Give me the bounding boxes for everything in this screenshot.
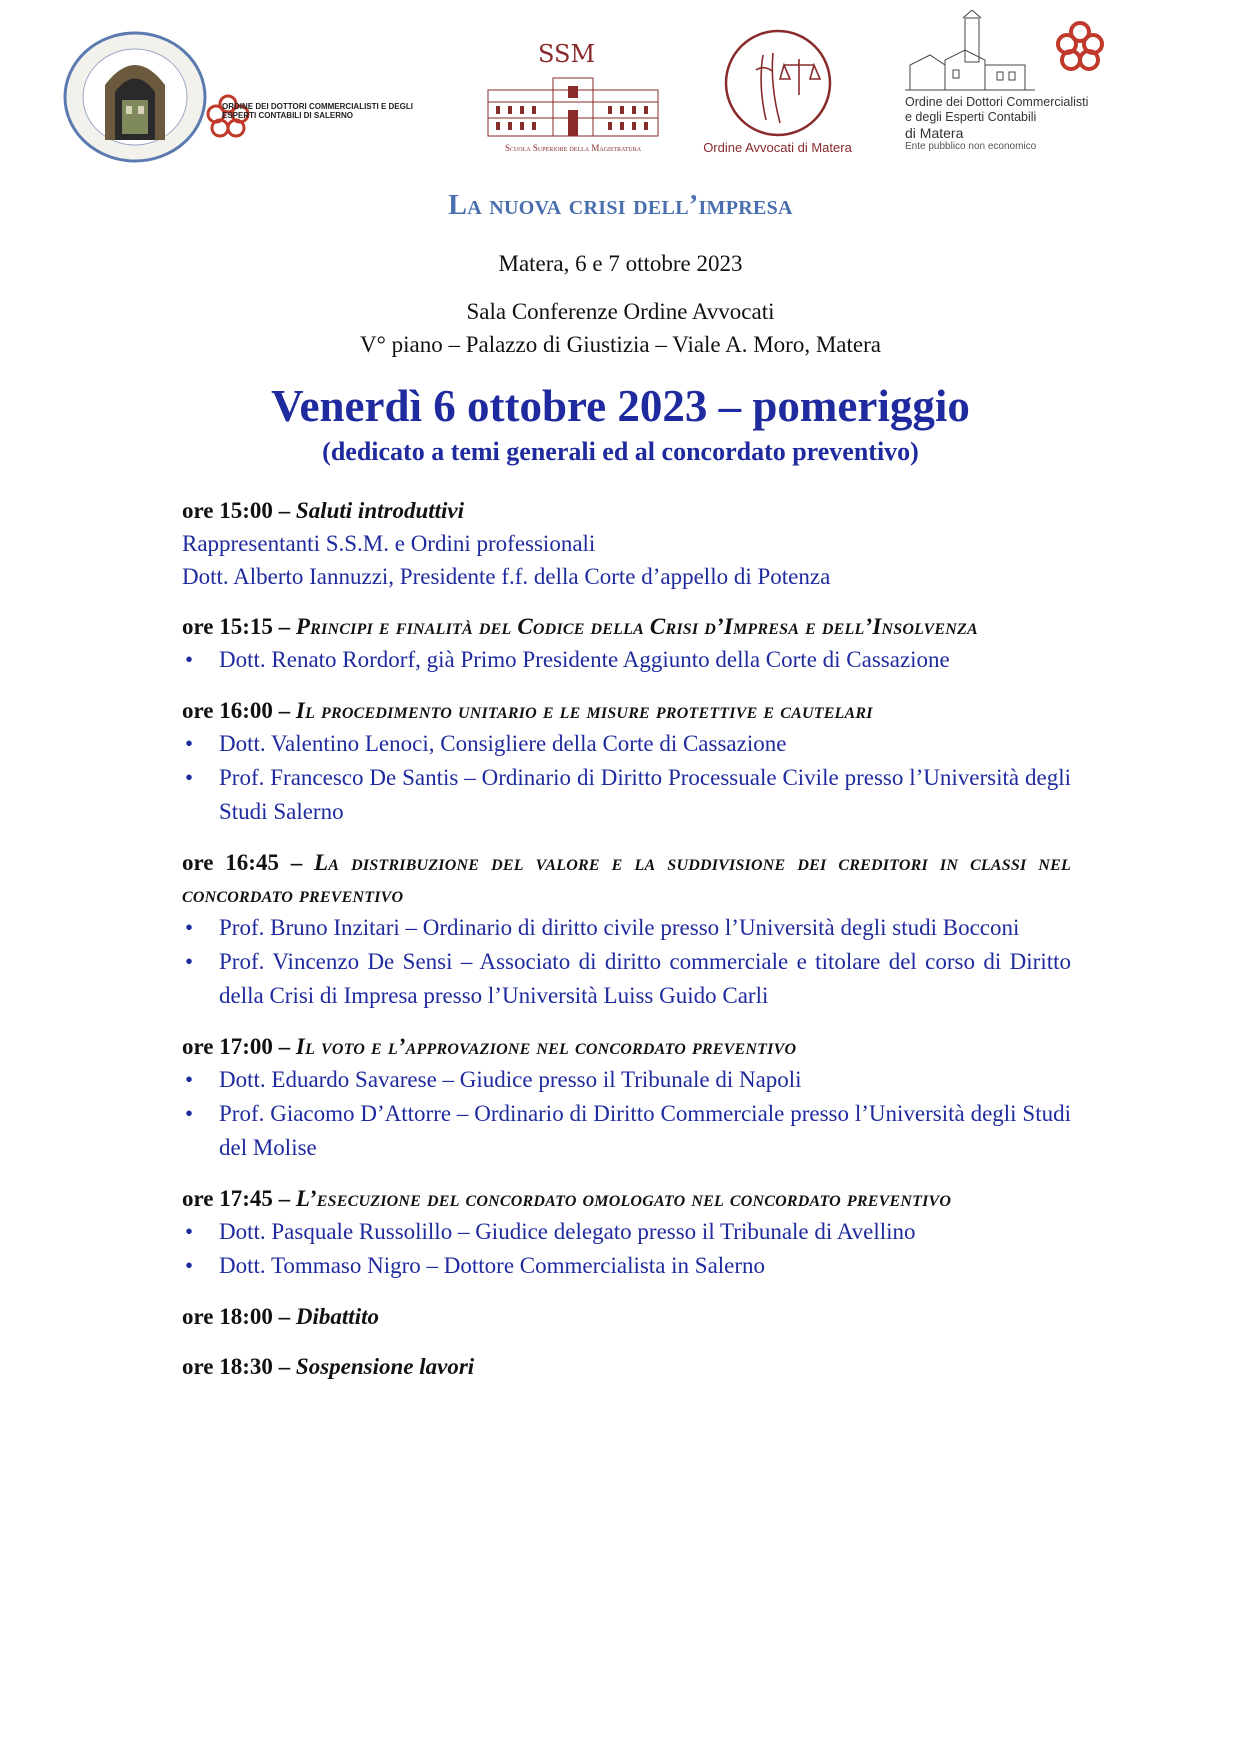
bullet-icon: • bbox=[185, 731, 194, 756]
odcec-matera-line4: Ente pubblico non economico bbox=[905, 141, 1037, 152]
session-topic: Saluti introduttivi bbox=[295, 498, 465, 523]
session-topic: L’esecuzione del concordato omologato nel concordato preventivo bbox=[295, 1186, 952, 1211]
session-time: ore 18:30 bbox=[182, 1354, 273, 1379]
speaker-item bbox=[182, 1097, 1071, 1165]
odcec-matera-town-logo bbox=[905, 10, 1115, 95]
session-topic: Il voto e l’approvazione nel concordato preventivo bbox=[295, 1034, 797, 1059]
session-topic: La distribuzione del valore e la suddivisione dei creditori in classi nel concordato preventivo bbox=[182, 850, 1071, 907]
odcec-matera-line1: Ordine dei Dottori Commercialisti bbox=[905, 95, 1089, 109]
speaker-item bbox=[182, 761, 1071, 829]
bullet-icon: • bbox=[185, 1253, 194, 1278]
session-heading bbox=[182, 1301, 1071, 1333]
time-separator: – bbox=[272, 1034, 296, 1059]
bullet-icon: • bbox=[185, 765, 194, 790]
session-1800 bbox=[182, 1301, 1071, 1333]
time-separator: – bbox=[272, 1304, 296, 1329]
session-topic: Dibattito bbox=[295, 1304, 379, 1329]
session-time: ore 16:45 bbox=[182, 850, 279, 875]
session-1745 bbox=[182, 1183, 1071, 1283]
speaker-list bbox=[182, 643, 1071, 677]
session-heading bbox=[182, 611, 1071, 643]
session-speaker-line: Dott. Alberto Iannuzzi, Presidente f.f. della Corte d’appello di Potenza bbox=[182, 564, 831, 589]
time-separator: – bbox=[272, 1354, 296, 1379]
session-time: ore 16:00 bbox=[182, 698, 273, 723]
speaker-text: Prof. Vincenzo De Sensi – Associato di diritto commerciale e titolare del corso di Diritto della Crisi di Impresa presso l’Università Luiss Guido Carli bbox=[219, 949, 1071, 1008]
speaker-list bbox=[182, 1215, 1071, 1283]
session-1830 bbox=[182, 1351, 1071, 1383]
venue-line-2: V° piano – Palazzo di Giustizia – Viale A. Moro, Matera bbox=[360, 332, 881, 357]
bullet-icon: • bbox=[185, 949, 194, 974]
speaker-item bbox=[182, 911, 1071, 945]
session-topic: Il procedimento unitario e le misure protettive e cautelari bbox=[295, 698, 873, 723]
session-time: ore 18:00 bbox=[182, 1304, 273, 1329]
speaker-text: Dott. Valentino Lenoci, Consigliere della Corte di Cassazione bbox=[219, 731, 787, 756]
event-title: La nuova crisi dell’impresa bbox=[448, 190, 793, 221]
speaker-list bbox=[182, 727, 1071, 829]
session-1600 bbox=[182, 695, 1071, 829]
speaker-text: Dott. Eduardo Savarese – Giudice presso il Tribunale di Napoli bbox=[219, 1067, 802, 1092]
speaker-item bbox=[182, 1063, 1071, 1097]
session-heading bbox=[182, 1351, 1071, 1383]
time-separator: – bbox=[272, 698, 296, 723]
logo-bar bbox=[0, 0, 1241, 170]
session-topic: Principi e finalità del Codice della Crisi d’Impresa e dell’Insolvenza bbox=[295, 614, 978, 639]
session-heading bbox=[182, 847, 1071, 911]
speaker-item bbox=[182, 1249, 1071, 1283]
odcec-seal-logo bbox=[60, 30, 210, 165]
session-heading bbox=[182, 1031, 1071, 1063]
time-separator: – bbox=[272, 1186, 296, 1211]
odcec-matera-line2: e degli Esperti Contabili bbox=[905, 110, 1037, 124]
ssm-label: Scuola Superiore della Magistratura bbox=[504, 143, 642, 153]
ssm-building-logo bbox=[478, 40, 668, 158]
session-heading bbox=[182, 495, 1071, 527]
speaker-item bbox=[182, 1215, 1071, 1249]
session-speaker-line: Rappresentanti S.S.M. e Ordini professionali bbox=[182, 531, 596, 556]
speaker-item bbox=[182, 727, 1071, 761]
session-heading bbox=[182, 1183, 1071, 1215]
bullet-icon: • bbox=[185, 1101, 194, 1126]
day-heading: Venerdì 6 ottobre 2023 – pomeriggio bbox=[271, 381, 970, 431]
day-subtitle: (dedicato a temi generali ed al concordato preventivo) bbox=[322, 437, 919, 466]
bullet-icon: • bbox=[185, 647, 194, 672]
session-time: ore 15:15 bbox=[182, 614, 273, 639]
session-topic: Sospensione lavori bbox=[295, 1354, 475, 1379]
speaker-item bbox=[182, 945, 1071, 1013]
event-dates: Matera, 6 e 7 ottobre 2023 bbox=[498, 251, 743, 276]
session-time: ore 17:00 bbox=[182, 1034, 273, 1059]
bullet-icon: • bbox=[185, 915, 194, 940]
speaker-text: Dott. Renato Rordorf, già Primo Presidente Aggiunto della Corte di Cassazione bbox=[219, 647, 950, 672]
ssm-mark: SSM bbox=[538, 40, 596, 68]
session-heading bbox=[182, 695, 1071, 727]
session-1700 bbox=[182, 1031, 1071, 1165]
program-list bbox=[182, 495, 1071, 1401]
speaker-item bbox=[182, 643, 1071, 677]
bullet-icon: • bbox=[185, 1219, 194, 1244]
session-1515 bbox=[182, 611, 1071, 677]
avvocati-label: Ordine Avvocati di Matera bbox=[703, 140, 852, 155]
time-separator: – bbox=[272, 614, 296, 639]
odcec-matera-label bbox=[905, 95, 1135, 153]
time-separator: – bbox=[278, 850, 315, 875]
session-time: ore 15:00 bbox=[182, 498, 273, 523]
speaker-text: Dott. Tommaso Nigro – Dottore Commercialista in Salerno bbox=[219, 1253, 766, 1278]
speaker-text: Prof. Bruno Inzitari – Ordinario di diritto civile presso l’Università degli studi Bocconi bbox=[219, 915, 1020, 940]
speaker-text: Dott. Pasquale Russolillo – Giudice delegato presso il Tribunale di Avellino bbox=[219, 1219, 916, 1244]
odcec-salerno-label: ORDINE DEI DOTTORI COMMERCIALISTI E DEGLI ESPERTI CONTABILI DI SALERNO bbox=[222, 102, 413, 120]
speaker-text: Prof. Francesco De Santis – Ordinario di Diritto Processuale Civile presso l’Università degli Studi Salerno bbox=[219, 765, 1071, 824]
session-1500 bbox=[182, 495, 1071, 593]
bullet-icon: • bbox=[185, 1067, 194, 1092]
speaker-list bbox=[182, 911, 1071, 1013]
avvocati-justice-logo bbox=[718, 25, 838, 140]
time-separator: – bbox=[272, 498, 296, 523]
speaker-list bbox=[182, 1063, 1071, 1165]
speaker-text: Prof. Giacomo D’Attorre – Ordinario di Diritto Commerciale presso l’Università degli Studi del Molise bbox=[219, 1101, 1071, 1160]
venue-line-1: Sala Conferenze Ordine Avvocati bbox=[466, 299, 775, 324]
session-time: ore 17:45 bbox=[182, 1186, 273, 1211]
session-1645 bbox=[182, 847, 1071, 1013]
odcec-matera-line3: di Matera bbox=[905, 125, 964, 141]
